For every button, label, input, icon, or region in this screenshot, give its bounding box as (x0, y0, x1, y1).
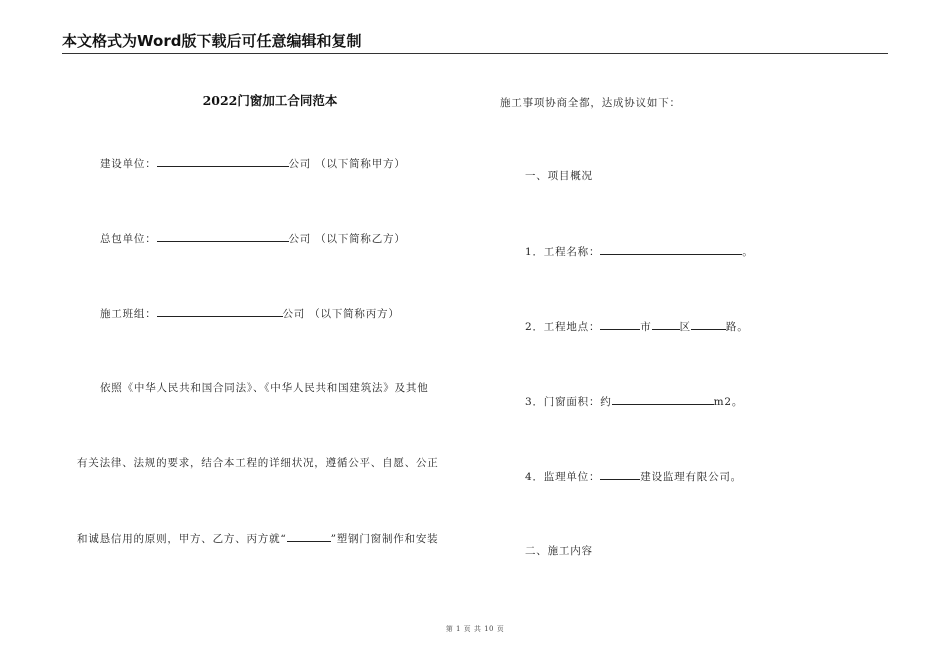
paragraph-line-2: 有关法律、法规的要求，结合本工程的详细状况，遵循公平、自愿、公正 (77, 457, 439, 469)
area-unit: m2。 (713, 396, 744, 408)
section-heading-content: 二、施工内容 (525, 545, 593, 557)
paragraph-line-3 (77, 530, 438, 546)
item-project-name-label: 1．工程名称： (525, 246, 601, 258)
party-b-label: 总包单位： (100, 233, 157, 245)
party-a-line (100, 155, 406, 171)
item-supervisor-label: 4．监理单位： (525, 471, 601, 483)
paragraph-line-3-start: 和诚恳信用的原则，甲方、乙方、丙方就“ (77, 533, 287, 545)
item-area-label: 3．门窗面积：约 (525, 396, 612, 408)
item-project-name-end: 。 (742, 246, 754, 258)
party-a-suffix: 公司 （以下简称甲方） (288, 158, 406, 170)
section-heading-overview: 一、项目概况 (525, 170, 593, 182)
party-a-blank (157, 155, 289, 167)
party-c-suffix: 公司 （以下简称丙方） (282, 308, 400, 320)
district-label: 区 (679, 321, 691, 333)
party-b-suffix: 公司 （以下简称乙方） (288, 233, 406, 245)
party-c-blank (157, 305, 283, 317)
item-project-location (525, 318, 749, 334)
city-label: 市 (640, 321, 652, 333)
document-title: 2022门窗加工合同范本 (202, 93, 338, 108)
item-window-area (525, 393, 743, 409)
agreement-intro: 施工事项协商全都，达成协议如下： (500, 97, 681, 109)
area-field (612, 393, 714, 405)
item-supervisor-suffix: 建设监理有限公司。 (640, 471, 742, 483)
project-name-blank (287, 530, 331, 542)
party-c-line (100, 305, 400, 321)
district-field (652, 318, 680, 330)
download-banner: 本文格式为Word版下载后可任意编辑和复制 (62, 32, 362, 50)
party-a-label: 建设单位： (100, 158, 157, 170)
road-field (691, 318, 726, 330)
road-label: 路。 (725, 321, 749, 333)
item-supervisor (525, 468, 742, 484)
item-project-name (525, 243, 754, 259)
header-divider (62, 53, 888, 54)
party-b-line (100, 230, 406, 246)
party-c-label: 施工班组： (100, 308, 157, 320)
party-b-blank (157, 230, 289, 242)
city-field (600, 318, 640, 330)
item-location-label: 2．工程地点： (525, 321, 601, 333)
paragraph-line-3-end: ”塑钢门窗制作和安装 (330, 533, 439, 545)
supervisor-field (600, 468, 640, 480)
project-name-field (600, 243, 742, 255)
paragraph-line-1: 依照《中华人民共和国合同法》、《中华人民共和国建筑法》及其他 (100, 382, 429, 394)
page-number: 第 1 页 共 10 页 (445, 625, 505, 633)
